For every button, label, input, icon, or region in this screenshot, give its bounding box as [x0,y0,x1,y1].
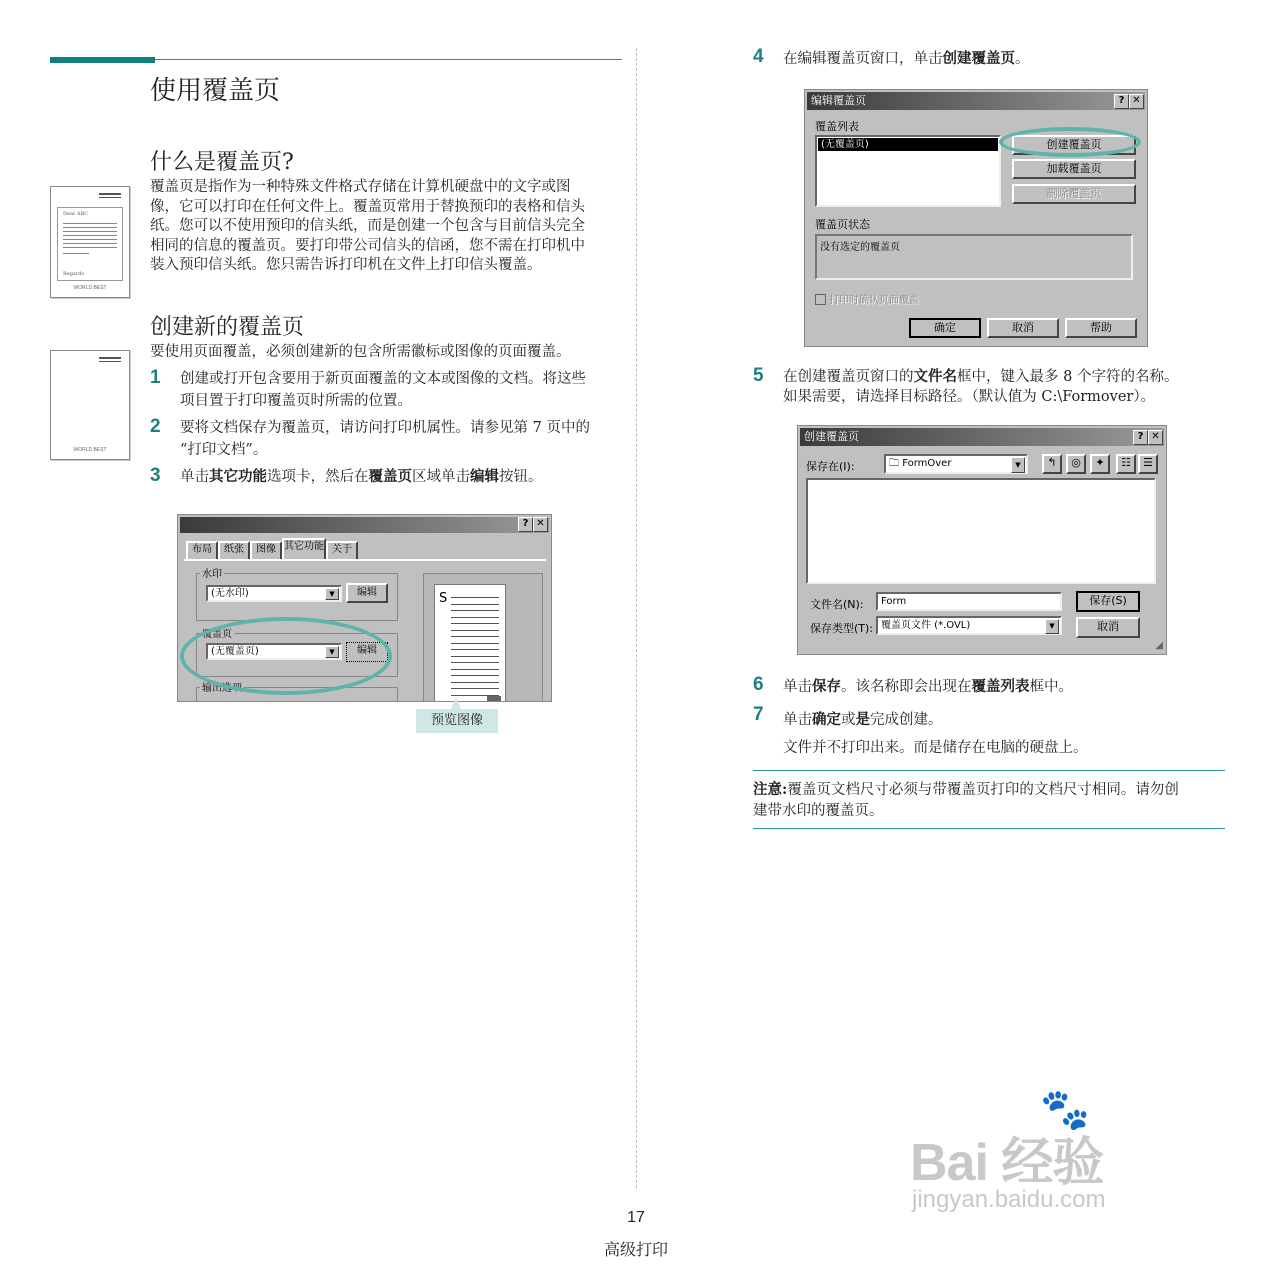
column-divider [636,48,637,1188]
body-line: 纸。您可以不使用预印的信头纸，而是创建一个包含与目前信头完全 [150,218,585,234]
watermark-group-label: 水印 [200,565,224,580]
section2-intro: 要使用页面覆盖，必须创建新的包含所需徽标或图像的页面覆盖。 [150,344,571,360]
step-4-text: 在编辑覆盖页窗口，单击创建覆盖页。 [783,50,1030,67]
confirm-checkbox-label: 打印时确认页面覆盖 [829,295,919,306]
overlay-edit-button[interactable]: 编辑 [346,642,388,662]
paw-icon: 🐾 [1040,1088,1090,1132]
create-overlay-dialog [797,425,1167,655]
preview-text-line [451,604,499,605]
preview-text-line [451,636,499,637]
new-folder-icon[interactable]: ✦ [1090,454,1110,474]
highlight-oval [999,127,1141,157]
preview-text-line [451,682,499,683]
preview-page [434,584,506,702]
dialog-title: 编辑覆盖页 [811,94,866,107]
overlay-list-label: 覆盖列表 [815,120,859,133]
save-button[interactable]: 保存(S) [1076,591,1140,612]
tab-paper[interactable]: 纸张 [218,541,250,559]
preview-letter: S [439,591,448,606]
list-view-icon[interactable]: ☷ [1116,454,1136,474]
body-line: 像，它可以打印在任何文件上。覆盖页常用于替换预印的表格和信头 [150,198,585,215]
step-number: 1 [150,367,161,388]
step-line: 文件并不打印出来。而是储存在电脑的硬盘上。 [783,740,1088,756]
preview-text-line [451,649,499,650]
dialog-titlebar [800,428,1164,446]
output-group-label: 输出选项 [200,679,244,694]
note-line: 建带水印的覆盖页。 [753,803,884,819]
tab-extras[interactable]: 其它功能 [282,538,326,559]
file-list[interactable] [806,478,1156,584]
preview-text-line [451,643,499,644]
chevron-down-icon: ▼ [1045,619,1059,634]
page-number: 17 [627,1209,645,1226]
section-heading-what-is: 什么是覆盖页? [150,150,294,175]
filename-label: 文件名(N): [810,598,864,611]
section1-body [150,178,625,276]
preview-text-line [451,688,499,689]
save-in-label: 保存在(I): [806,460,855,473]
step-6-text: 单击保存。该名称即会出现在覆盖列表框中。 [783,678,1073,695]
step-number: 6 [753,674,764,695]
delete-overlay-button[interactable]: 删除覆盖页 [1012,184,1136,204]
overlay-select[interactable]: (无覆盖页) ▼ [206,643,342,660]
step-line: 要将文档保存为覆盖页，请访问打印机属性。请参见第 7 页中的 [180,420,590,436]
watermark-select[interactable]: (无水印) ▼ [206,585,342,602]
preview-text-line [451,617,499,618]
step-number: 3 [150,465,161,486]
close-button[interactable]: ✕ [1129,94,1144,109]
overlay-status-label: 覆盖页状态 [815,218,870,231]
step-number: 7 [753,704,764,725]
resize-grip-icon[interactable]: ◢ [1155,640,1163,651]
preview-text-line [451,623,499,624]
page-title: 使用覆盖页 [150,76,281,106]
callout-pointer [451,697,461,709]
details-view-icon[interactable]: ☰ [1138,454,1158,474]
ok-button[interactable]: 确定 [909,318,981,338]
dialog-titlebar [180,517,549,533]
desktop-icon[interactable]: ◎ [1066,454,1086,474]
header-accent-bar [50,57,155,63]
step-7-text: 单击确定或是完成创建。 文件并不打印出来。而是储存在电脑的硬盘上。 [783,706,1088,762]
folder-icon: 🗀 [889,458,903,469]
letterhead-thumbnail [50,186,130,298]
help-dialog-button[interactable]: 帮助 [1065,318,1137,338]
load-overlay-button[interactable]: 加载覆盖页 [1012,159,1136,179]
cancel-button[interactable]: 取消 [987,318,1059,338]
preview-text-line [451,597,499,598]
preview-text-line [451,630,499,631]
watermark-edit-button[interactable]: 编辑 [346,583,388,603]
thumb-closing: Regards [63,271,85,277]
cancel-button[interactable]: 取消 [1076,617,1140,638]
blank-page-thumbnail [50,350,130,460]
create-overlay-button[interactable]: 创建覆盖页 [1012,135,1136,155]
thumb-greeting: Dear ABC [63,211,89,217]
help-button[interactable]: ? [518,517,533,532]
close-button[interactable]: ✕ [1148,430,1163,445]
preview-pane [423,573,543,702]
step-line: 创建或打开包含要用于新页面覆盖的文本或图像的文档。将这些 [180,371,586,387]
body-line: 相同的信息的覆盖页。要打印带公司信头的信函，您不需在打印机中 [150,237,585,254]
body-line: 装入预印信头纸。您只需告诉打印机在文件上打印信头覆盖。 [150,257,542,273]
tab-layout[interactable]: 布局 [186,541,218,559]
confirm-checkbox[interactable] [815,294,826,305]
note-label: 注意: [753,781,788,798]
tab-about[interactable]: 关于 [326,541,358,559]
filetype-select[interactable]: 覆盖页文件 (*.OVL) ▼ [876,616,1062,635]
overlay-list-item[interactable]: (无覆盖页) [818,138,998,151]
note-box: 注意:覆盖页文档尺寸必须与带覆盖页打印的文档尺寸相同。请勿创 建带水印的覆盖页。 [753,770,1225,829]
help-button[interactable]: ? [1114,94,1129,109]
step-number: 2 [150,416,161,437]
overlay-list[interactable] [815,135,1001,207]
step-number: 4 [753,46,764,67]
highlight-oval [180,617,392,695]
watermark-url: jingyan.baidu.com [912,1186,1106,1213]
preview-text-line [451,669,499,670]
step-2-text [180,417,590,461]
section-heading-create: 创建新的覆盖页 [150,315,305,340]
tab-graphics[interactable]: 图像 [250,541,282,559]
dialog-title: 创建覆盖页 [804,430,859,443]
filename-input[interactable]: Form [876,592,1062,611]
thumb-footer: WORLD BEST [73,285,107,291]
dialog-titlebar [807,92,1145,110]
body-line: 覆盖页是指作为一种特殊文件格式存储在计算机硬盘中的文字或图 [150,179,571,195]
step-line: 项目置于打印覆盖页时所需的位置。 [180,393,412,409]
overlay-status-box: 没有选定的覆盖页 [815,234,1133,280]
preview-callout: 预览图像 [416,709,498,733]
preview-text-line [451,656,499,657]
step-line: 如果需要，请选择目标路径。（默认值为 C:\Formover）。 [783,389,1156,405]
filetype-label: 保存类型(T): [810,622,874,635]
watermark-brand: Bai 经验 [910,1134,1104,1192]
save-in-select[interactable]: 🗀 FormOver ▼ [884,454,1028,474]
footer-section: 高级打印 [603,1240,668,1259]
step-1-text [180,368,586,412]
close-button[interactable]: ✕ [533,517,548,532]
chevron-down-icon: ▼ [1011,457,1025,473]
preview-text-line [451,675,499,676]
chevron-down-icon: ▼ [325,646,339,658]
step-number: 5 [753,365,764,386]
thumb-footer: WORLD BEST [73,447,107,453]
step-3-text: 单击其它功能选项卡，然后在覆盖页区域单击编辑按钮。 [180,468,543,485]
step-5-text: 在创建覆盖页窗口的文件名框中，键入最多 8 个字符的名称。 如果需要，请选择目标路径。（默认值为 C:\Formover）。 [783,368,1179,405]
overlay-group-label: 覆盖页 [200,625,234,640]
step-line: “打印文档”。 [180,442,268,458]
up-folder-icon[interactable]: ↰ [1042,454,1062,474]
preview-text-line [451,662,499,663]
chevron-down-icon: ▼ [325,588,339,600]
preview-text-line [451,610,499,611]
help-button[interactable]: ? [1133,430,1148,445]
